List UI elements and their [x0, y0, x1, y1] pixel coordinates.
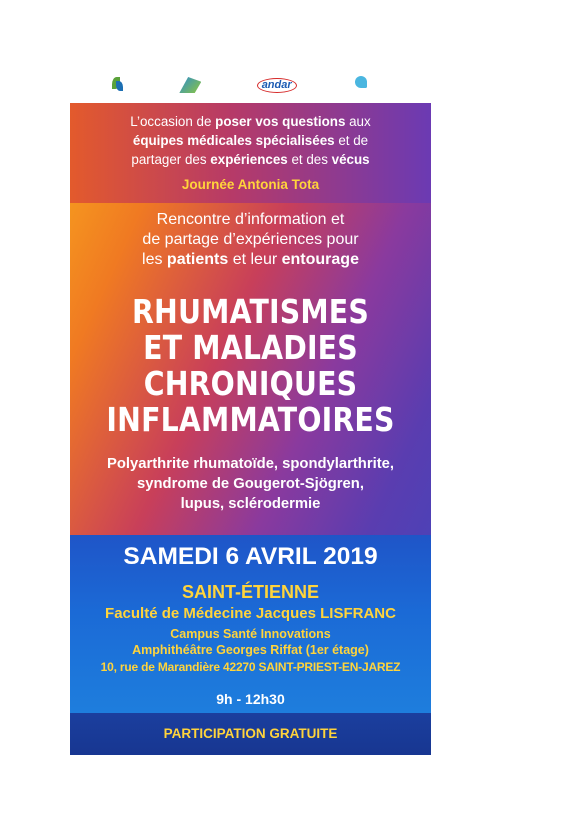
event-address: 10, rue de Marandière 42270 SAINT-PRIEST-EN-JAREZ [100, 660, 401, 674]
event-amphitheatre: Amphithéâtre Georges Riffat (1er étage) [132, 643, 369, 657]
butterfly-logo-icon [352, 76, 370, 94]
main-title: RHUMATISMES ET MALADIES CHRONIQUES INFLAMMATOIRES [106, 292, 395, 439]
andar-logo-text: andar [257, 78, 297, 93]
partner-logos [110, 70, 370, 100]
leaf-logo-icon [110, 77, 124, 93]
diseases-list: Polyarthrite rhumatoïde, spondylarthrite, syndrome de Gougerot-Sjögren, lupus, sclérodermie [107, 456, 394, 512]
logo-butterfly [352, 76, 370, 94]
event-poster [70, 103, 431, 755]
journee-title: Journée Antonia Tota [181, 177, 320, 192]
intro-text: L’occasion de poser vos questions aux équipes médicales spécialisées et de partager des expériences et des vécus [130, 114, 371, 167]
event-city: SAINT-ÉTIENNE [181, 582, 319, 602]
shapes-logo-icon [179, 77, 201, 93]
logo-andar [257, 78, 297, 93]
rencontre-text: Rencontre d’information et de partage d’expériences pour les patients et leur entourage [142, 211, 359, 268]
event-hours: 9h - 12h30 [216, 691, 285, 707]
logo-shapes [179, 77, 201, 93]
event-faculty: Faculté de Médecine Jacques LISFRANC [105, 605, 396, 622]
event-date: SAMEDI 6 AVRIL 2019 [123, 543, 378, 570]
logo-leaf [110, 77, 124, 93]
participation-free: PARTICIPATION GRATUITE [163, 726, 338, 741]
event-campus: Campus Santé Innovations [170, 627, 331, 641]
